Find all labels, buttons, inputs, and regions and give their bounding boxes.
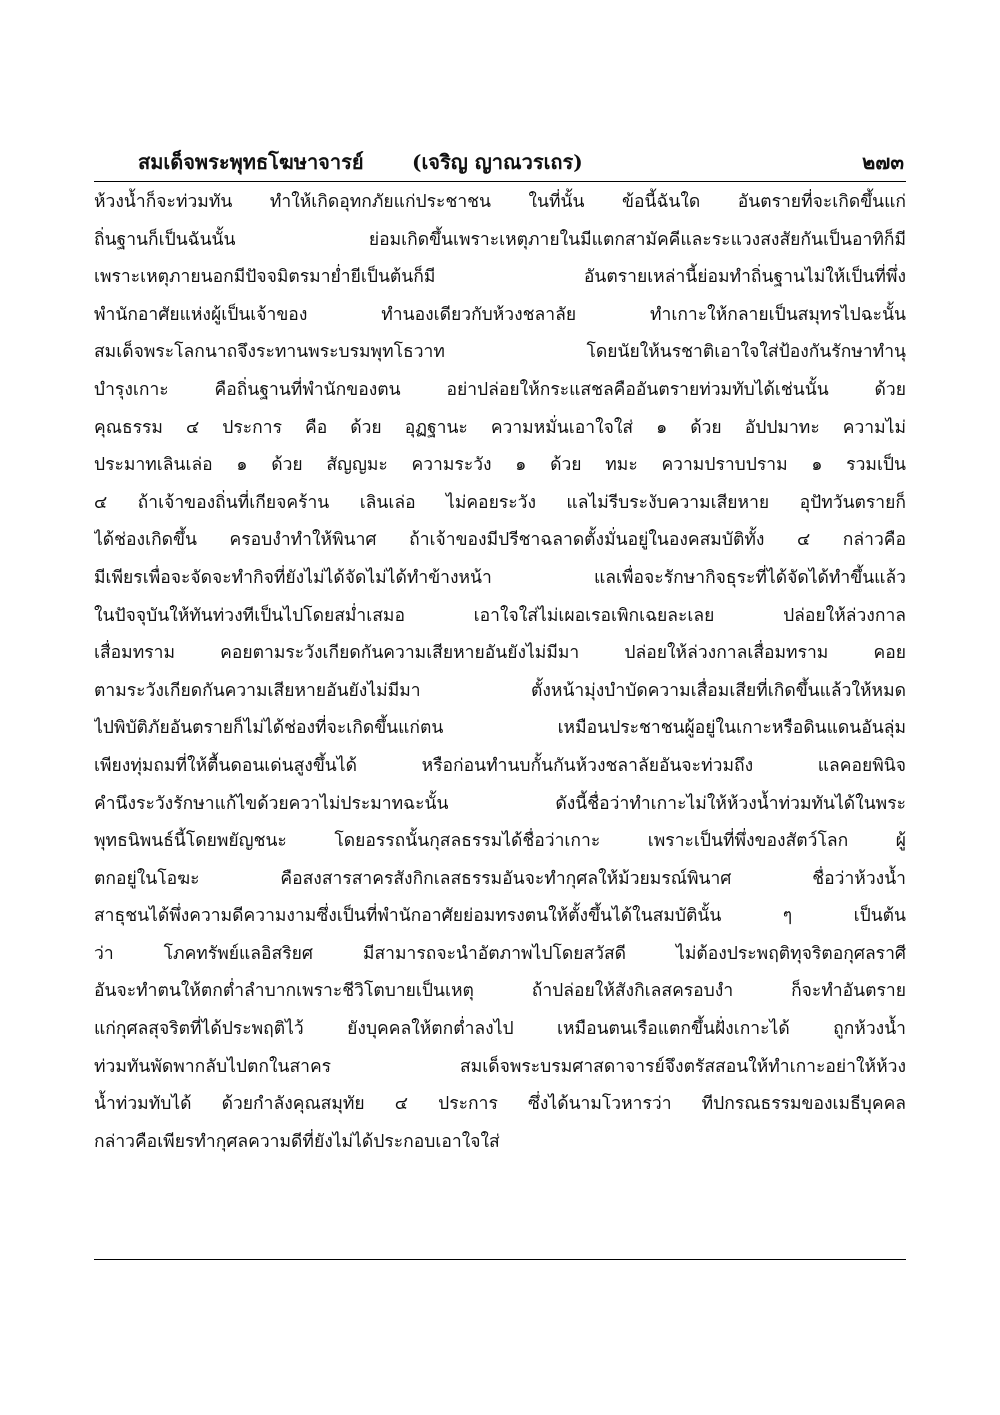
text-line: คำนึงระวังรักษาแก้ไขด้วยควาไม่ประมาทฉะนั้น ดังนี้ชื่อว่าทำเกาะไม่ให้ห้วงน้ำท่วมทันได้ในพระ — [94, 793, 906, 814]
text-line: ประมาทเลินเล่อ ๑ ด้วย สัญญมะ ความระวัง ๑ ด้วย ทมะ ความปราบปราม ๑ รวมเป็น — [94, 455, 906, 476]
header-monk-name: (เจริญ ญาณวรเถร) — [412, 150, 583, 174]
text-line: เสื่อมทราม คอยตามระวังเกียดกันความเสียหายอันยังไม่มีมา ปล่อยให้ล่วงกาลเสื่อมทราม คอย — [94, 643, 906, 664]
text-line: น้ำท่วมทับได้ ด้วยกำลังคุณสมุทัย ๔ ประการ ซึ่งได้นามโวหารว่า ทีปกรณธรรมของเมธีบุคคล — [94, 1094, 906, 1115]
running-header — [94, 147, 906, 182]
text-line: ตกอยู่ในโอฆะ คือสงสารสาครสังกิกเลสธรรมอันจะทำกุศลให้ม้วยมรณ์พินาศ ชื่อว่าห้วงน้ำ — [94, 868, 906, 889]
text-line: กล่าวคือเพียรทำกุศลความดีที่ยังไม่ได้ประกอบเอาใจใส่ — [94, 1131, 500, 1152]
text-line: ไปพิบัติภัยอันตรายก็ไม่ได้ช่องที่จะเกิดขึ้นแก่ตน เหมือนประชาชนผู้อยู่ในเกาะหรือดินแดนอันลุ่ม — [94, 718, 906, 739]
text-line: คุณธรรม ๔ ประการ คือ ด้วย อุฏฐานะ ความหมั่นเอาใจใส่ ๑ ด้วย อัปปมาทะ ความไม่ — [94, 417, 906, 438]
text-line: มีเพียรเพื่อจะจัดจะทำกิจที่ยังไม่ได้จัดไม่ได้ทำข้างหน้า แลเพื่อจะรักษากิจธุระที่ได้จัดได้ทำขึ้นแล้ว — [94, 567, 906, 588]
text-line: อันจะทำตนให้ตกต่ำลำบากเพราะชีวิโตบายเป็นเหตุ ถ้าปล่อยให้สังกิเลสครอบงำ ก็จะทำอันตราย — [94, 981, 906, 1002]
text-line: ในปัจจุบันให้ทันท่วงทีเป็นไปโดยสม่ำเสมอ เอาใจใส่ไม่เผอเรอเพิกเฉยละเลย ปล่อยให้ล่วงกาล — [94, 605, 906, 626]
text-line: ตามระวังเกียดกันความเสียหายอันยังไม่มีมา ตั้งหน้ามุ่งบำบัดความเสื่อมเสียที่เกิดขึ้นแล้วให้หมด — [94, 680, 906, 701]
text-line: พุทธนิพนธ์นี้โดยพยัญชนะ โดยอรรถนั้นกุสลธรรมได้ชื่อว่าเกาะ เพราะเป็นที่พึ่งของสัตว์โลก ผู้ — [94, 831, 906, 852]
text-line: สมเด็จพระโลกนาถจึงระทานพระบรมพุทโธวาท โดยนัยให้นรชาติเอาใจใส่ป้องกันรักษาทำนุ — [94, 342, 906, 363]
text-line: ได้ช่องเกิดขึ้น ครอบงำทำให้พินาศ ถ้าเจ้าของมีปรีชาฉลาดตั้งมั่นอยู่ในองคสมบัติทั้ง ๔ กล่าวคือ — [94, 530, 906, 551]
text-line: พำนักอาศัยแห่งผู้เป็นเจ้าของ ทำนองเดียวกับห้วงชลาลัย ทำเกาะให้กลายเป็นสมุทรไปฉะนั้น — [94, 304, 906, 325]
text-line: ถิ่นฐานก็เป็นฉันนั้น ย่อมเกิดขึ้นเพราะเหตุภายในมีแตกสามัคคีและระแวงสงสัยกันเป็นอาทิก็มี — [94, 229, 906, 250]
text-line: เพียงทุ่มถมที่ให้ตื้นดอนเด่นสูงขึ้นได้ หรือก่อนทำนบกั้นกันห้วงชลาลัยอันจะท่วมถึง แลคอยพินิจ — [94, 755, 906, 776]
header-author: สมเด็จพระพุทธโฆษาจารย์ — [138, 150, 364, 174]
text-line: เพราะเหตุภายนอกมีปัจจมิตรมาย่ำยีเป็นต้นก็มี อันตรายเหล่านี้ย่อมทำถิ่นฐานไม่ให้เป็นที่พึ่ง — [94, 267, 906, 288]
text-line: ว่า โภคทรัพย์แลอิสริยศ มีสามารถจะนำอัตภาพไปโดยสวัสดี ไม่ต้องประพฤติทุจริตอกุศลราศี — [94, 943, 906, 964]
body-text — [94, 184, 906, 1161]
text-line: ห้วงน้ำก็จะท่วมทัน ทำให้เกิดอุทกภัยแก่ประชาชน ในที่นั้น ข้อนี้ฉันใด อันตรายที่จะเกิดขึ้นแก่ — [94, 192, 906, 212]
text-line: แก่กุศลสุจริตที่ได้ประพฤติไว้ ยังบุคคลให้ตกต่ำลงไป เหมือนตนเรือแตกขึ้นฝั่งเกาะได้ ถูกห้วงน้ำ — [94, 1019, 906, 1040]
page-number: ๒๗๓ — [862, 150, 904, 174]
footer-rule — [94, 1259, 906, 1260]
text-line: ท่วมทันพัดพากลับไปตกในสาคร สมเด็จพระบรมศาสดาจารย์จึงตรัสสอนให้ทำเกาะอย่าให้ห้วง — [94, 1056, 906, 1077]
text-line: บำรุงเกาะ คือถิ่นฐานที่พำนักของตน อย่าปล่อยให้กระแสชลคืออันตรายท่วมทับได้เช่นนั้น ด้วย — [94, 379, 906, 400]
text-line: ๔ ถ้าเจ้าของถิ่นที่เกียจคร้าน เลินเล่อ ไม่คอยระวัง แลไม่รีบระงับความเสียหาย อุปัทวันตรายก็ — [94, 492, 906, 513]
text-line: สาธุชนได้พึ่งความดีความงามซึ่งเป็นที่พำนักอาศัยย่อมทรงตนให้ตั้งขึ้นได้ในสมบัตินั้น ๆ เป็นต้น — [94, 906, 906, 927]
